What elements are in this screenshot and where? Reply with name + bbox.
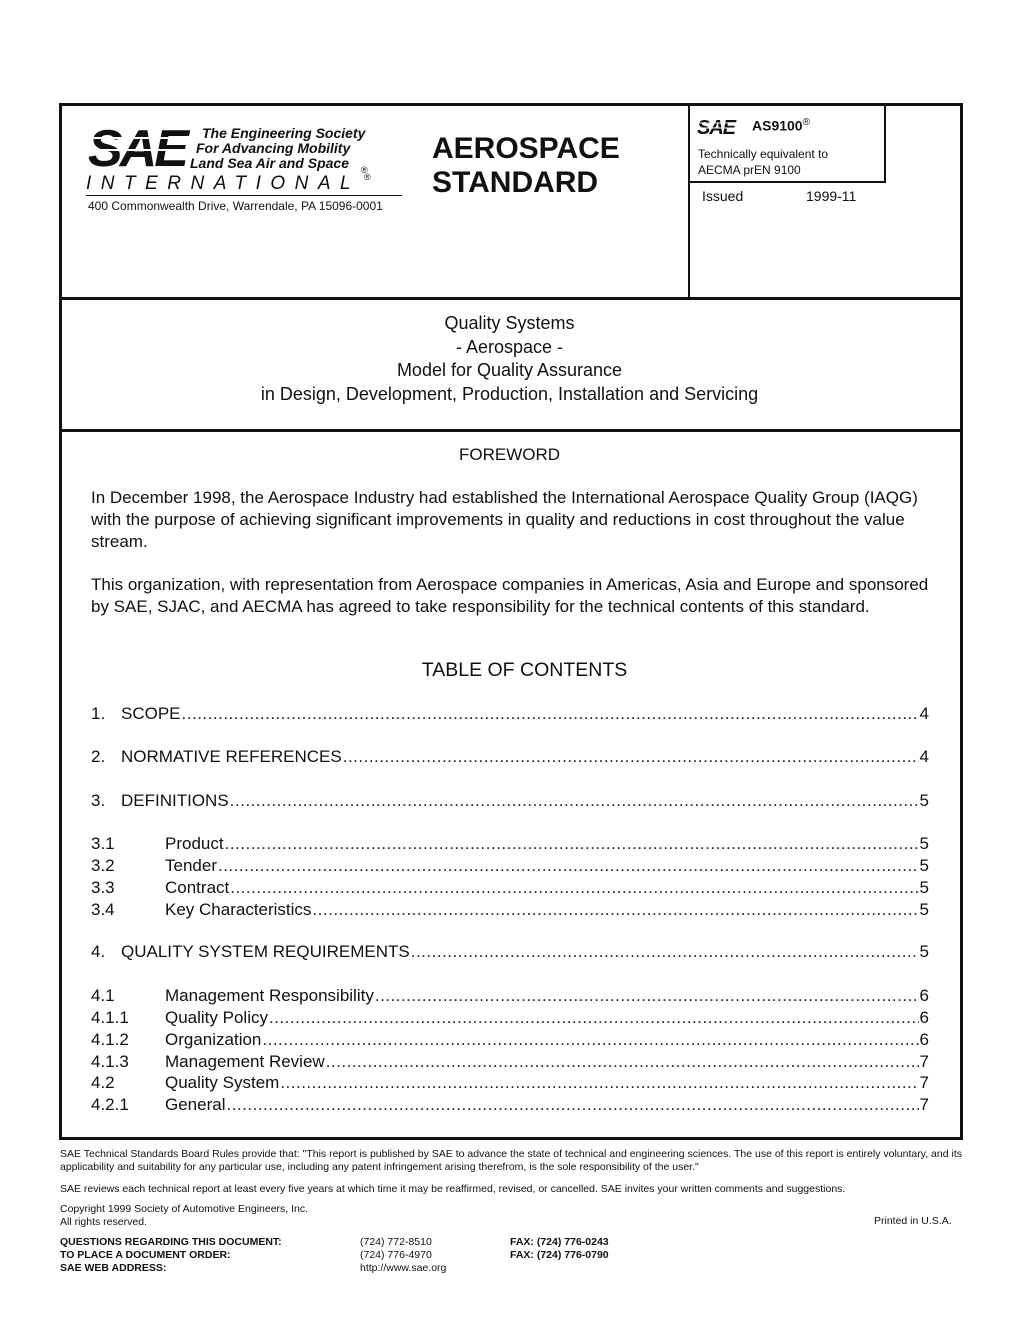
toc-entry-title: Organization	[165, 1030, 262, 1049]
toc-entry-organization[interactable]	[91, 1030, 929, 1052]
toc-entry-contract[interactable]	[91, 878, 929, 900]
header-box-divider	[884, 103, 886, 182]
toc-entry-normative-references[interactable]	[91, 747, 929, 769]
toc-entry-general[interactable]	[91, 1095, 929, 1117]
toc-entry-number: 3.4	[91, 900, 115, 919]
document-type-line-2: STANDARD	[432, 166, 599, 199]
foreword-paragraph-1: In December 1998, the Aerospace Industry had established the International Aerospace Quality Group (IAQG) with the purpose of achieving significant improvements in quality and reductions in cost throughout the value stream.	[91, 488, 918, 551]
contact-questions-label: QUESTIONS REGARDING THIS DOCUMENT:	[60, 1236, 282, 1248]
toc-entry-number: 4.2.1	[91, 1095, 129, 1114]
title-divider	[59, 429, 963, 432]
equivalence-line-2: AECMA prEN 9100	[698, 163, 801, 177]
toc-entry-title: DEFINITIONS	[121, 791, 229, 810]
sae-logo-text: SAE	[88, 122, 186, 172]
foreword-heading: FOREWORD	[458, 445, 561, 464]
toc-leader-dots	[226, 1095, 918, 1115]
toc-entry-page: 7	[919, 1095, 929, 1114]
toc-entry-title: Management Review	[165, 1052, 325, 1071]
sae-mini-logo	[697, 116, 745, 138]
copyright-line-2: All rights reserved.	[60, 1216, 147, 1228]
toc-entry-number: 4.1.3	[91, 1052, 129, 1071]
toc-leader-dots	[182, 704, 919, 724]
tagline-line-1: The Engineering Society	[202, 125, 366, 141]
sae-logo	[88, 122, 198, 172]
header-box-bottom	[688, 181, 886, 183]
toc-entry-number: 3.	[91, 791, 106, 810]
toc-entry-page: 7	[919, 1073, 929, 1092]
contact-web-label: SAE WEB ADDRESS:	[60, 1262, 167, 1274]
document-type	[432, 132, 620, 200]
toc-entry-page: 5	[919, 900, 929, 919]
standard-registered-mark: ®	[802, 117, 810, 128]
toc-entry-key-characteristics[interactable]	[91, 900, 929, 922]
toc-entry-quality-policy[interactable]	[91, 1008, 929, 1030]
toc-entry-title: Quality System	[165, 1073, 280, 1092]
toc-entry-title: NORMATIVE REFERENCES	[121, 747, 342, 766]
toc-leader-dots	[326, 1052, 919, 1072]
toc-leader-dots	[269, 1008, 919, 1028]
printed-in: Printed in U.S.A.	[874, 1215, 952, 1227]
issued-label: Issued	[702, 188, 744, 204]
copyright-line-1: Copyright 1999 Society of Automotive Engineers, Inc.	[60, 1203, 309, 1215]
tagline-registered-mark: ®	[361, 165, 368, 175]
toc-entry-page: 5	[919, 942, 929, 961]
toc-entry-title: Management Responsibility	[165, 986, 374, 1005]
foreword-paragraph-2: This organization, with representation from Aerospace companies in Americas, Asia and Europe and sponsored by SAE, SJAC, and AECMA has agreed to take responsibility for the technical contents of this standard.	[91, 575, 929, 616]
toc-entry-number: 3.2	[91, 856, 115, 875]
sae-mini-logo-text: SAE	[697, 117, 736, 138]
toc-entry-number: 1.	[91, 704, 106, 723]
toc-entry-number: 3.1	[91, 834, 115, 853]
toc-entry-definitions[interactable]	[91, 791, 929, 813]
header-column-divider	[688, 103, 690, 299]
toc-entry-page: 5	[919, 791, 929, 810]
contact-order-label: TO PLACE A DOCUMENT ORDER:	[60, 1249, 231, 1261]
toc-entry-number: 4.	[91, 942, 106, 961]
standard-number	[752, 117, 810, 134]
contact-order-phone: (724) 776-4970	[360, 1249, 432, 1261]
toc-entry-number: 3.3	[91, 878, 115, 897]
toc-entry-title: Quality Policy	[165, 1008, 268, 1027]
toc-entry-number: 4.1.1	[91, 1008, 129, 1027]
toc-leader-dots	[343, 747, 919, 767]
toc-leader-dots	[411, 942, 919, 962]
toc-entry-page: 7	[919, 1052, 929, 1071]
equivalence-note	[698, 146, 828, 178]
tagline-line-2: For Advancing Mobility	[196, 140, 351, 156]
document-frame	[59, 103, 963, 1140]
document-type-line-1: AEROSPACE	[432, 132, 620, 165]
toc-entry-title: SCOPE	[121, 704, 181, 723]
contact-web-address[interactable]: http://www.sae.org	[360, 1262, 447, 1274]
toc-entry-page: 5	[919, 834, 929, 853]
toc-entry-number: 4.1.2	[91, 1030, 129, 1049]
toc-entry-page: 4	[919, 747, 929, 766]
toc-leader-dots	[262, 1030, 918, 1050]
contact-questions-phone: (724) 772-8510	[360, 1236, 432, 1248]
title-line-1: Quality Systems	[444, 313, 575, 333]
header-divider	[59, 297, 963, 300]
toc-leader-dots	[375, 986, 919, 1006]
toc-entry-page: 5	[919, 878, 929, 897]
toc-entry-quality-system[interactable]	[91, 1073, 929, 1095]
toc-entry-page: 6	[919, 986, 929, 1005]
toc-leader-dots	[312, 900, 918, 920]
toc-entry-page: 6	[919, 1030, 929, 1049]
toc-leader-dots	[225, 834, 919, 854]
toc-entry-title: Product	[165, 834, 224, 853]
title-line-4: in Design, Development, Production, Installation and Servicing	[260, 383, 759, 404]
toc-leader-dots	[218, 856, 919, 876]
toc-leader-dots	[230, 791, 919, 811]
toc-leader-dots	[280, 1073, 918, 1093]
toc-entry-page: 4	[919, 704, 929, 723]
toc-entry-tender[interactable]	[91, 856, 929, 878]
toc-entry-title: Tender	[165, 856, 217, 875]
review-note: SAE reviews each technical report at least every five years at which time it may be reaffirmed, revised, or cancelled. SAE invites your written comments and suggestions.	[60, 1183, 846, 1195]
board-rules-note: SAE Technical Standards Board Rules provide that: "This report is published by SAE to advance the state of technical and engineering sciences. The use of this report is entirely voluntary, and its applicability and suitability for any particular use, including any patent infringement arising therefrom, is the sole responsibility of the user."	[60, 1148, 962, 1173]
toc-entry-title: Contract	[165, 878, 230, 897]
toc-entry-title: General	[165, 1095, 226, 1114]
toc-entry-page: 5	[919, 856, 929, 875]
copyright	[60, 1203, 308, 1229]
toc-entry-number: 4.2	[91, 1073, 115, 1092]
toc-heading: TABLE OF CONTENTS	[421, 659, 628, 681]
toc-entry-title: Key Characteristics	[165, 900, 312, 919]
intl-registered-mark: ®	[364, 172, 371, 182]
title-line-3: Model for Quality Assurance	[396, 360, 623, 380]
title-line-2: - Aerospace -	[455, 336, 564, 357]
international-wordmark: INTERNATIONAL	[86, 173, 361, 194]
equivalence-line-1: Technically equivalent to	[698, 147, 829, 161]
toc-entry-product[interactable]	[91, 834, 929, 856]
tagline-line-3: Land Sea Air and Space	[190, 155, 349, 171]
logo-rule	[86, 195, 402, 196]
toc-entry-management-responsibility[interactable]	[91, 986, 929, 1008]
contact-questions-fax: FAX: (724) 776-0243	[510, 1236, 609, 1248]
sae-address: 400 Commonwealth Drive, Warrendale, PA 15096-0001	[88, 199, 383, 213]
toc-entry-number: 4.1	[91, 986, 115, 1005]
document-title	[62, 312, 957, 406]
toc-entry-management-review[interactable]	[91, 1052, 929, 1074]
toc-entry-quality-system-requirements[interactable]	[91, 942, 929, 964]
standard-number-text: AS9100	[752, 117, 803, 134]
toc-entry-title: QUALITY SYSTEM REQUIREMENTS	[121, 942, 410, 961]
toc-entry-number: 2.	[91, 747, 106, 766]
toc-entry-scope[interactable]	[91, 704, 929, 726]
toc-entry-page: 6	[919, 1008, 929, 1027]
toc-leader-dots	[230, 878, 918, 898]
issued-date: 1999-11	[806, 188, 857, 204]
contact-order-fax: FAX: (724) 776-0790	[510, 1249, 609, 1261]
